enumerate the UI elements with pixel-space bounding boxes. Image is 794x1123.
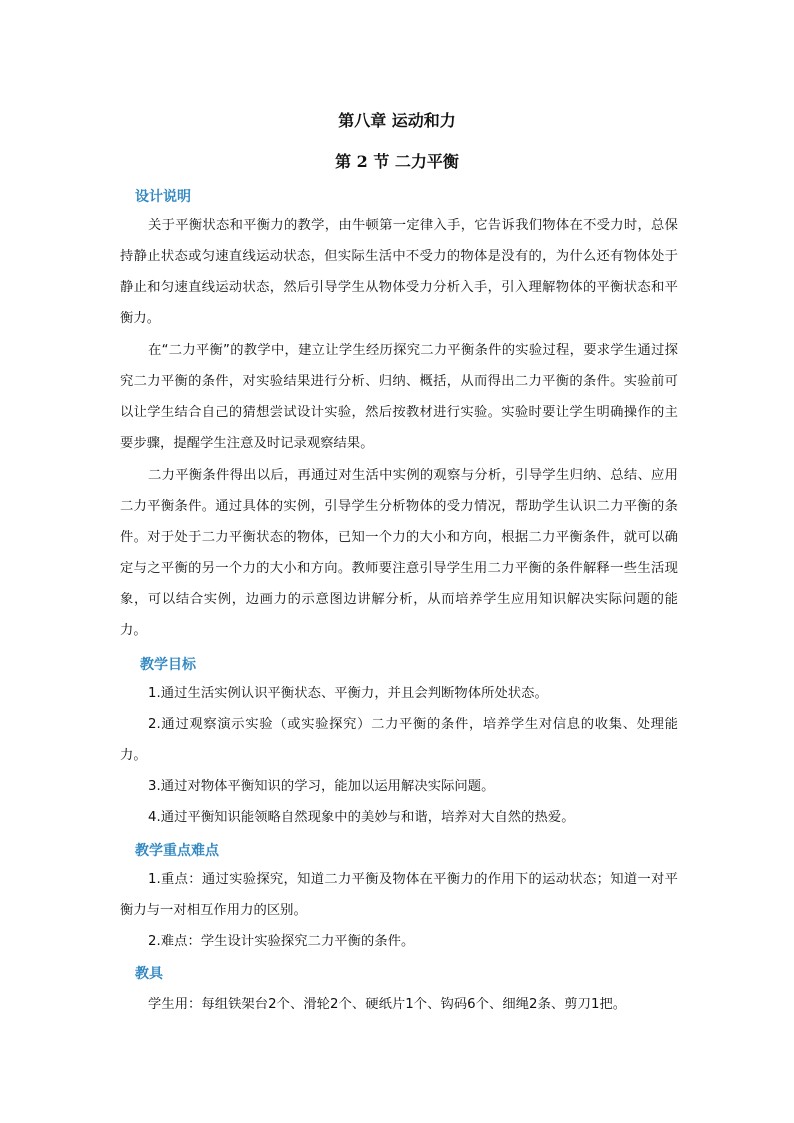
goal-item-3: 3.通过对物体平衡知识的学习，能加以运用解决实际问题。 <box>148 779 495 794</box>
design-paragraph-3: 二力平衡条件得出以后，再通过对生活中实例的观察与分析，引导学生归纳、总结、应用二力平衡条件。通过具体的实例，引导学生分析物体的受力情况，帮助学生认识二力平衡的条件。对于处于二力平衡状态的物体，已知一个力的大小和方向，根据二力平衡条件，就可以确定与之平衡的另一个力的大小和方向。教师要注意引导学生用二力平衡的条件解释一些生活现象，可以结合实例，边画力的示意图边讲解分析，从而培养学生应用知识解决实际问题的能力。 <box>120 468 678 638</box>
design-paragraph-2: 在“二力平衡”的教学中，建立让学生经历探究二力平衡条件的实验过程，要求学生通过探究二力平衡的条件，对实验结果进行分析、归纳、概括，从而得出二力平衡的条件。实验前可以让学生结合自己的猜想尝试设计实验，然后按教材进行实验。实验时要让学生明确操作的主要步骤，提醒学生注意及时记录观察结果。 <box>120 343 678 451</box>
goal-item-1: 1.通过生活实例认识平衡状态、平衡力，并且会判断物体所处状态。 <box>148 686 548 701</box>
goals-heading: 教学目标 <box>140 657 196 673</box>
goal-item-4: 4.通过平衡知识能领略自然现象中的美妙与和谐，培养对大自然的热爱。 <box>148 810 575 825</box>
tools-heading: 教具 <box>135 966 163 982</box>
key-points-heading: 教学重点难点 <box>135 843 219 859</box>
design-heading: 设计说明 <box>135 189 191 205</box>
key-point-1: 1.重点：通过实验探究，知道二力平衡及物体在平衡力的作用下的运动状态；知道一对平衡力与一对相互作用力的区别。 <box>120 872 678 918</box>
goal-item-2: 2.通过观察演示实验（或实验探究）二力平衡的条件，培养学生对信息的收集、处理能力。 <box>120 717 678 763</box>
chapter-title: 第八章 运动和力 <box>338 111 456 130</box>
key-point-2: 2.难点：学生设计实验探究二力平衡的条件。 <box>148 934 415 949</box>
design-paragraph-1: 关于平衡状态和平衡力的教学，由牛顿第一定律入手，它告诉我们物体在不受力时，总保持静止状态或匀速直线运动状态，但实际生活中不受力的物体是没有的，为什么还有物体处于静止和匀速直线运动状态，然后引导学生从物体受力分析入手，引入理解物体的平衡状态和平衡力。 <box>120 218 678 326</box>
tools-student: 学生用：每组铁架台2个、滑轮2个、硬纸片1个、钩码6个、细绳2条、剪刀1把。 <box>148 997 627 1012</box>
section-title: 第 2 节 二力平衡 <box>335 152 459 171</box>
